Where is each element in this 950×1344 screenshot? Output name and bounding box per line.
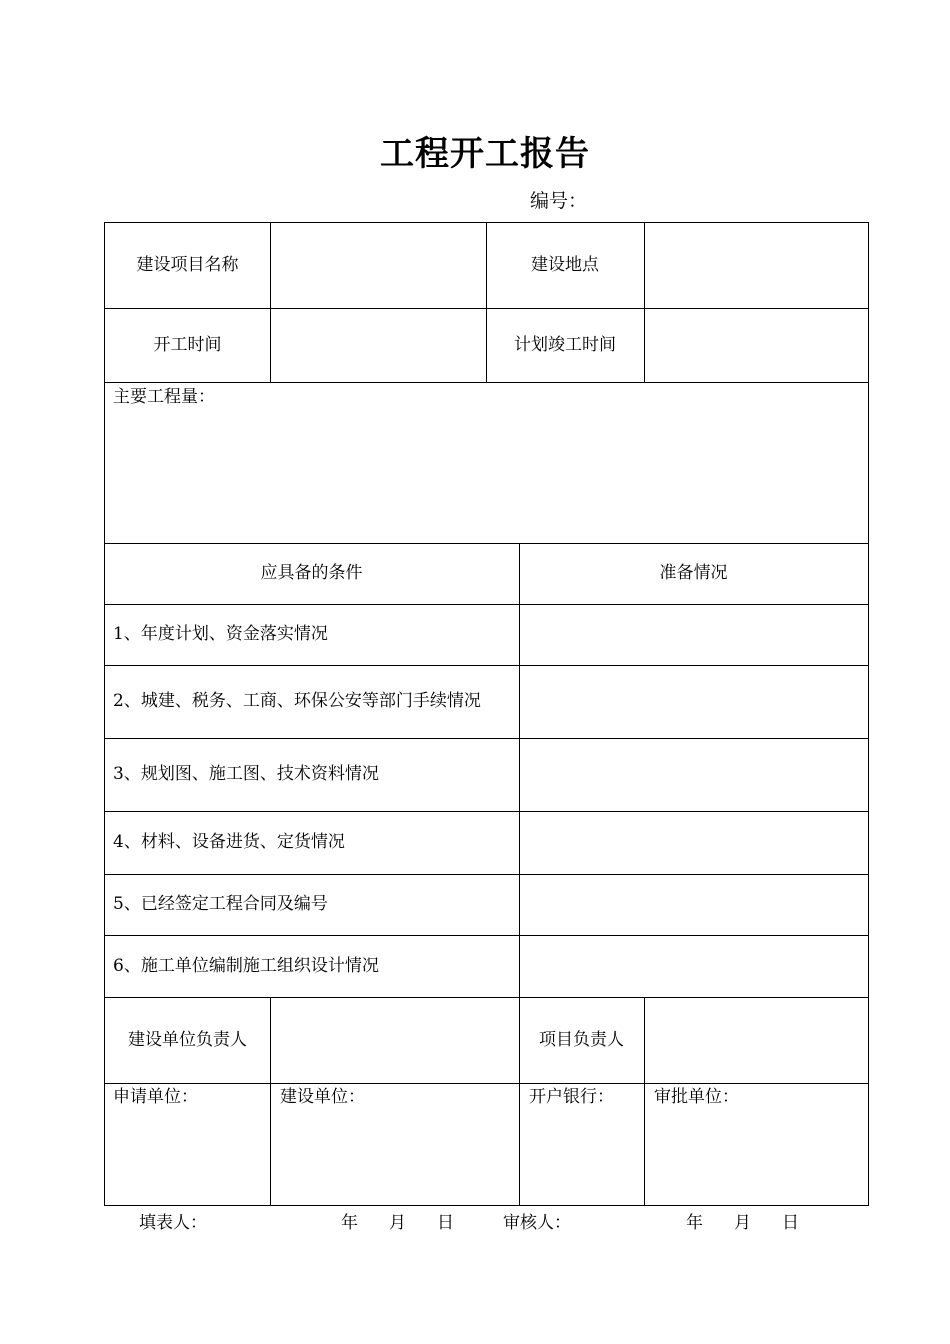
filler-day: 日 [437, 1213, 454, 1233]
builder-responsible-field[interactable] [271, 998, 519, 1083]
planned-completion-field[interactable] [645, 309, 868, 382]
filler-month: 月 [389, 1213, 406, 1233]
reviewer-label: 审核人： [503, 1213, 571, 1233]
preparation-field[interactable] [520, 875, 868, 935]
table-border-bottom [104, 1205, 869, 1206]
doc-number-label: 编号： [530, 190, 588, 212]
preparation-field[interactable] [520, 605, 868, 665]
preparation-field[interactable] [520, 936, 868, 997]
condition-item: 1、年度计划、资金落实情况 [113, 624, 328, 644]
project-responsible-label: 项目负责人 [539, 1029, 624, 1050]
condition-item: 4、材料、设备进货、定货情况 [113, 832, 345, 852]
bank-label: 开户银行： [529, 1087, 614, 1107]
applicant-label: 申请单位： [113, 1087, 198, 1107]
project-name-field[interactable] [271, 223, 486, 308]
planned-completion-label: 计划竣工时间 [514, 334, 616, 355]
preparation-header: 准备情况 [659, 563, 728, 583]
condition-item: 5、已经签定工程合同及编号 [113, 894, 328, 914]
location-label: 建设地点 [531, 254, 599, 275]
location-field[interactable] [645, 223, 868, 308]
builder-unit-area[interactable] [271, 1084, 519, 1205]
preparation-field[interactable] [520, 812, 868, 874]
conditions-header: 应具备的条件 [260, 563, 363, 583]
main-quantity-label: 主要工程量： [113, 387, 215, 407]
bank-area[interactable] [520, 1084, 644, 1205]
reviewer-year: 年 [686, 1213, 703, 1233]
approver-area[interactable] [645, 1084, 868, 1205]
condition-item: 6、施工单位编制施工组织设计情况 [113, 955, 379, 976]
builder-responsible-label: 建设单位负责人 [128, 1029, 247, 1050]
table-border-right [868, 222, 869, 1206]
reviewer-day: 日 [782, 1213, 799, 1233]
start-time-field[interactable] [271, 309, 486, 382]
preparation-field[interactable] [520, 666, 868, 738]
filler-label: 填表人： [139, 1213, 207, 1233]
condition-item: 2、城建、税务、工商、环保公安等部门手续情况 [113, 691, 481, 711]
approver-label: 审批单位： [654, 1087, 739, 1107]
filler-year: 年 [341, 1213, 358, 1233]
project-responsible-field[interactable] [645, 998, 868, 1083]
applicant-area[interactable] [104, 1084, 271, 1205]
project-name-label: 建设项目名称 [136, 254, 239, 275]
page-title: 工程开工报告 [380, 134, 590, 174]
condition-item: 3、规划图、施工图、技术资料情况 [113, 764, 379, 784]
start-time-label: 开工时间 [153, 334, 222, 355]
builder-unit-label: 建设单位： [280, 1087, 365, 1107]
reviewer-month: 月 [734, 1213, 751, 1233]
main-quantity-area[interactable] [104, 383, 868, 543]
preparation-field[interactable] [520, 739, 868, 811]
